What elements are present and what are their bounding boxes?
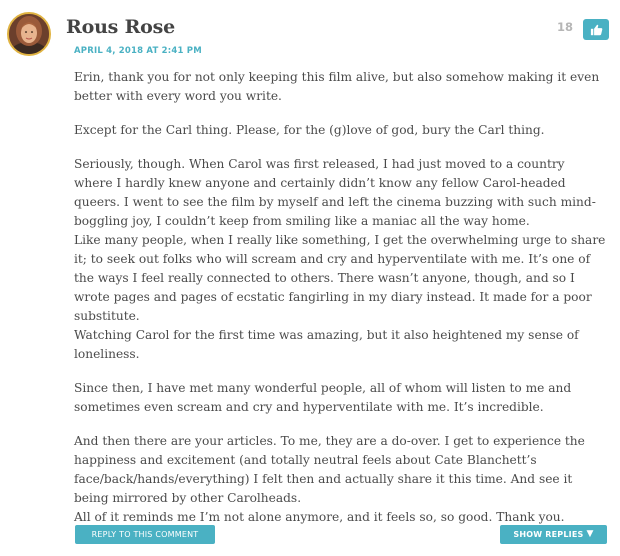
like-button[interactable]	[583, 19, 609, 40]
comment-paragraph: Erin, thank you for not only keeping this film alive, but also somehow making it even better with every word you write.	[74, 70, 600, 103]
comment-paragraph: Like many people, when I really like something, I get the overwhelming urge to share it; to seek out folks who will scream and cry and hyperventilate with me. It’s one of the ways I feel really connected to others. There wasn’t anyone, though, and so I wrote pages and pages of ecstatic fangirling in my diary instead. It made for a poor substitute.	[74, 233, 606, 323]
comment-body	[74, 68, 606, 527]
comment-paragraph: All of it reminds me I’m not alone anymore, and it feels so, so good. Thank you.	[74, 510, 565, 524]
show-replies-button[interactable]	[500, 525, 607, 544]
triangle-down-icon: ▼	[586, 529, 594, 539]
show-replies-label: SHOW REPLIES	[513, 530, 584, 539]
comment-date[interactable]: APRIL 4, 2018 AT 2:41 PM	[74, 46, 202, 56]
comment-paragraph: Except for the Carl thing. Please, for the (g)love of god, bury the Carl thing.	[74, 123, 545, 137]
comment-paragraph: Seriously, though. When Carol was first released, I had just moved to a country where I hardly knew anyone and certainly didn’t know any fellow Carol-headed queers. I went to see the film by myself and left the cinema buzzing with such mind-boggling joy, I couldn’t keep from smiling like a maniac all the way home.	[74, 157, 596, 228]
author-name[interactable]: Rous Rose	[66, 16, 176, 38]
reply-button[interactable]: REPLY TO THIS COMMENT	[75, 525, 215, 544]
comment-paragraph: And then there are your articles. To me, they are a do-over. I get to experience the happiness and excitement (and totally neutral feels about Cate Blanchett’s face/back/hands/everything) I felt then and actually share it this time. And see it being mirrored by other Carolheads.	[74, 434, 585, 505]
avatar[interactable]	[7, 12, 51, 56]
thumbs-up-icon	[590, 24, 603, 36]
like-count: 18	[556, 20, 573, 34]
comment-paragraph: Since then, I have met many wonderful people, all of whom will listen to me and sometimes even scream and cry and hyperventilate with me. It’s incredible.	[74, 381, 572, 414]
comment-paragraph: Watching Carol for the first time was amazing, but it also heightened my sense of loneliness.	[74, 328, 579, 361]
avatar-image	[9, 14, 49, 54]
